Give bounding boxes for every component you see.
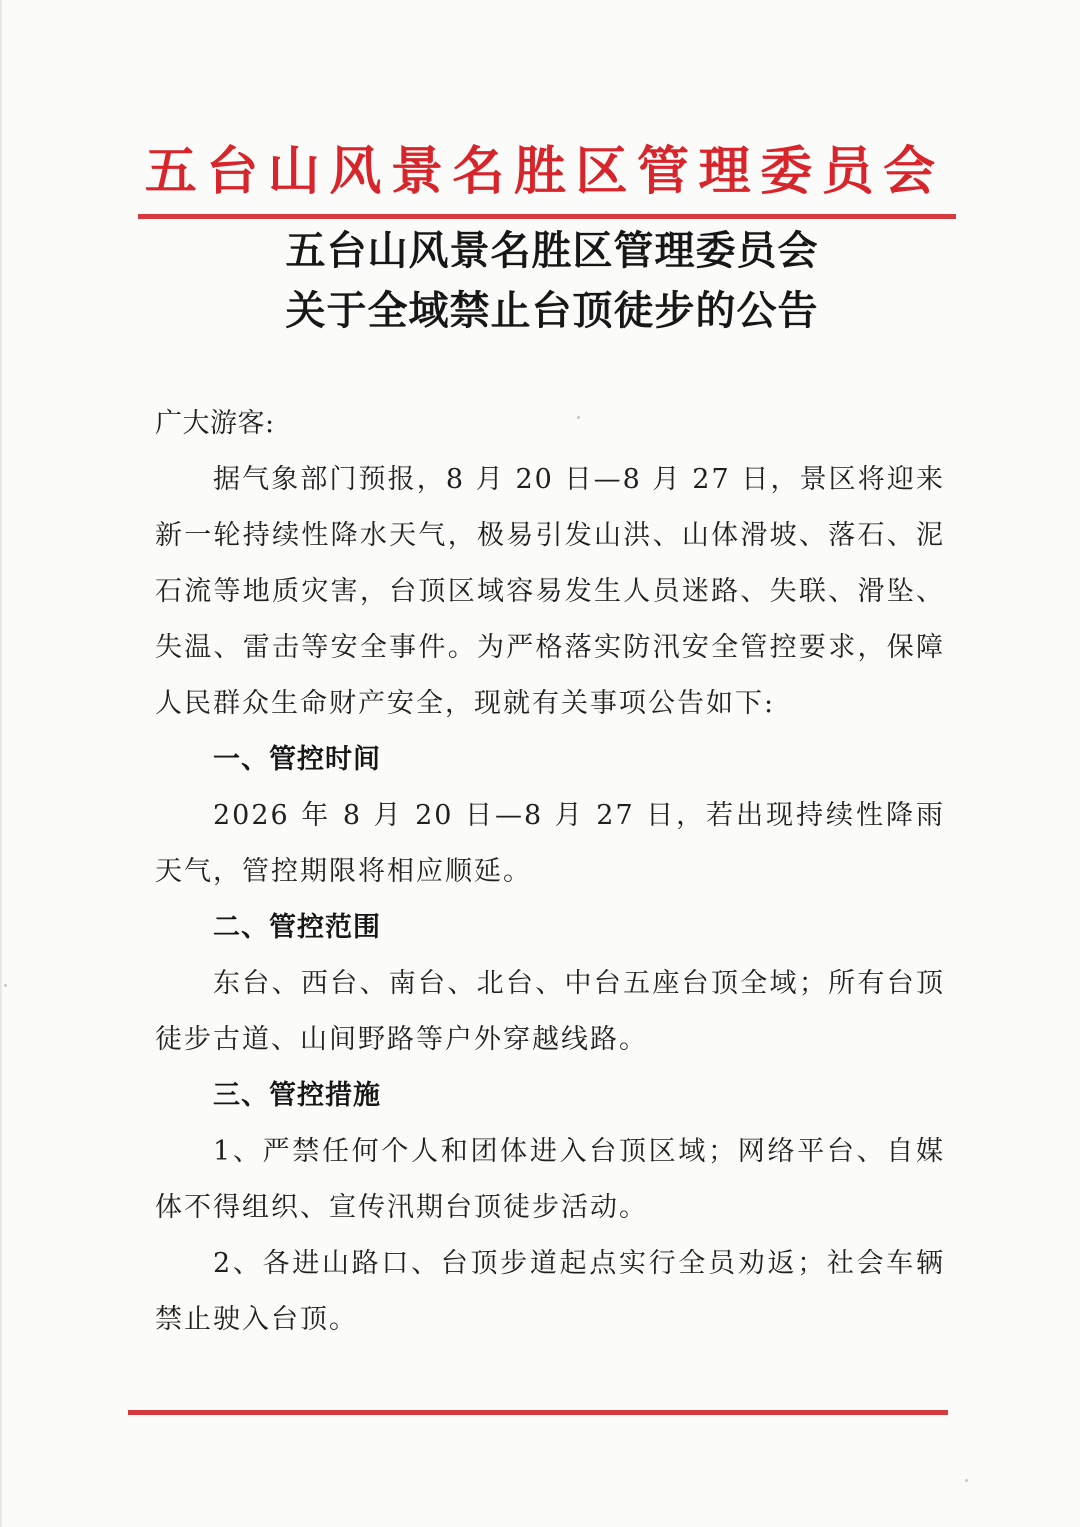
scan-speck (577, 416, 580, 419)
letterhead-char: 员 (821, 141, 874, 202)
letterhead-char: 理 (698, 141, 751, 202)
scan-speck (704, 638, 707, 641)
scan-speck (965, 1479, 968, 1482)
greeting: 广大游客: (155, 408, 275, 439)
scan-speck (4, 984, 7, 987)
measure-item-2: 2、各进山路口、台顶步道起点实行全员劝返；社会车辆禁止驶入台顶。 (155, 1248, 945, 1335)
notice-title-line-1: 五台山风景名胜区管理委员会 (285, 227, 819, 274)
scan-left-edge (0, 0, 2, 1527)
letterhead-char: 委 (760, 141, 813, 202)
letterhead-char: 景 (390, 141, 443, 202)
footer-red-rule (128, 1410, 948, 1415)
section-scope-paragraph: 东台、西台、南台、北台、中台五座台顶全域；所有台顶徒步古道、山间野路等户外穿越线路。 (155, 968, 945, 1055)
measure-item-1: 1、严禁任何个人和团体进入台顶区域；网络平台、自媒体不得组织、宣传汛期台顶徒步活动。 (155, 1136, 945, 1223)
letterhead-char: 名 (452, 141, 505, 202)
intro-paragraph: 据气象部门预报，8 月 20 日—8 月 27 日，景区将迎来新一轮持续性降水天气，极易引发山洪、山体滑坡、落石、泥石流等地质灾害，台顶区域容易发生人员迷路、失联、滑坠、失温、雷击等安全事件。为严格落实防汛安全管控要求，保障人民群众生命财产安全，现就有关事项公告如下: (155, 464, 945, 719)
letterhead-char: 台 (206, 141, 259, 202)
letterhead-char: 胜 (513, 141, 566, 202)
letterhead-char: 区 (575, 141, 628, 202)
letterhead-char: 会 (883, 141, 936, 202)
letterhead-char: 风 (329, 141, 382, 202)
section-heading-scope: 二、管控范围 (213, 912, 381, 943)
letterhead (140, 140, 940, 204)
letterhead-red-rule (138, 214, 956, 219)
letterhead-char: 管 (637, 141, 690, 202)
notice-body (155, 396, 945, 1348)
letterhead-char: 五 (144, 141, 197, 202)
section-heading-measures: 三、管控措施 (213, 1080, 381, 1111)
notice-title-line-2: 关于全域禁止台顶徒步的公告 (285, 287, 819, 334)
letterhead-char: 山 (267, 141, 320, 202)
section-heading-time: 一、管控时间 (213, 744, 381, 775)
section-time-paragraph: 2026 年 8 月 20 日—8 月 27 日，若出现持续性降雨天气，管控期限将相应顺延。 (155, 800, 945, 887)
